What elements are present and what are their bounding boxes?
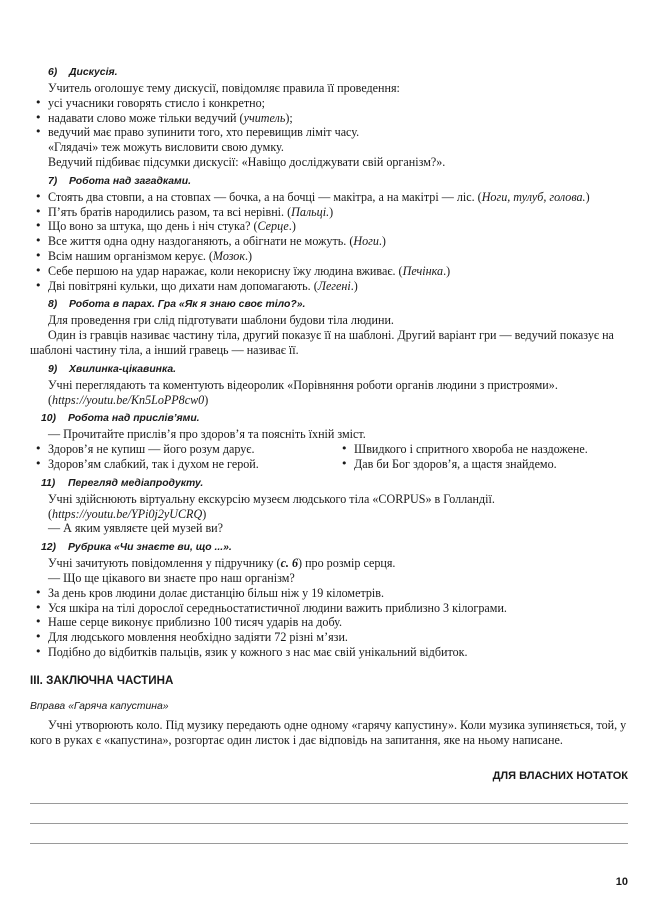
facts-question: — Що ще цікавого ви знаєте про наш організм? (48, 570, 295, 585)
proverbs-right (336, 442, 628, 472)
riddle-item: • Все життя одна одну наздоганяють, а обігнати не можуть. (Ноги.) (30, 234, 628, 249)
section-heading-10: 10) Робота над прислів’ями. (41, 413, 200, 425)
watchers-note: «Глядачі» теж можуть висловити свою думку. (48, 140, 284, 155)
proverbs-task: — Прочитайте прислів’я про здоров’я та поясніть їхній зміст. (48, 427, 366, 442)
proverb-item: • Швидкого і спритного хвороба не наздожене. (336, 442, 628, 457)
riddle-item: • Стоять два стовпи, а на стовпах — бочка, а на бочці — макітра, а на макітрі — ліс. (Ноги, тулуб, голова.) (30, 190, 628, 205)
proverb-item: • Дав би Бог здоров’я, а щастя знайдемо. (336, 457, 628, 472)
facts-list (30, 586, 628, 660)
fact-item: • За день кров людини долає дистанцію більш ніж у 19 кілометрів. (30, 586, 628, 601)
riddle-item: • П’ять братів народились разом, та всі нерівні. (Пальці.) (30, 205, 628, 220)
note-line (30, 823, 628, 824)
fact-item: • Уся шкіра на тілі дорослої середньостатистичної людини важить приблизно 3 кілограми. (30, 601, 628, 616)
proverb-item: • Здоров’я не купиш — його розум дарує. (30, 442, 336, 457)
museum-link-line: (https://youtu.be/YPi0j2yUCRQ) (48, 506, 207, 521)
riddle-item: • Себе першою на удар наражає, коли некорисну їжу людина вживає. (Печінка.) (30, 264, 628, 279)
section-heading-12: 12) Рубрика «Чи знаєте ви, що ...». (41, 542, 232, 554)
note-line (30, 803, 628, 804)
discussion-summary: Ведучий підбиває підсумки дискусії: «Навіщо досліджувати свій організм?». (48, 154, 446, 169)
video-link-line: (https://youtu.be/Kn5LoPP8cw0) (48, 392, 209, 407)
list-item: • надавати слово може тільки ведучий (учитель); (30, 111, 628, 126)
exercise-title: Вправа «Гаряча капустина» (30, 700, 169, 712)
section-heading-7: 7) Робота над загадками. (48, 175, 191, 187)
game-description: Один із гравців називає частину тіла, другий показує її на шаблоні. Другий варіант гри — ведучий показує на шаблоні частину тіла, а інший гравець — називає її. (30, 328, 614, 357)
riddle-item: • Що воно за штука, що день і ніч стука? (Серце.) (30, 219, 628, 234)
fact-item: • Подібно до відбитків пальців, язик у кожного з нас має свій унікальний відбиток. (30, 645, 628, 660)
page-number: 10 (615, 876, 628, 888)
page-content (30, 66, 628, 784)
section-heading-9: 9) Хвилинка-цікавинка. (48, 363, 177, 375)
video-description: Учні переглядають та коментують відеоролик «Порівняння роботи органів людини з пристроями». (48, 377, 558, 392)
fact-item: • Наше серце виконує приблизно 100 тисяч ударів на добу. (30, 615, 628, 630)
riddle-list (30, 190, 628, 294)
note-line (30, 843, 628, 844)
textbook-reading: Учні зачитують повідомлення у підручнику (с. 6) про розмір серця. (48, 556, 396, 571)
proverbs-left (30, 442, 336, 472)
exercise-description: Учні утворюють коло. Під музику передають одне одному «гарячу капустину». Коли музика зупиняється, той, у кого в руках є «капустина», розгортає один листок і дає відповідь на запитання, яке на ньому написане. (30, 718, 627, 748)
discussion-intro: Учитель оголошує тему дискусії, повідомляє правила її проведення: (48, 81, 400, 95)
museum-question: — А яким уявляєте цей музей ви? (48, 521, 224, 536)
list-item: • ведучий має право зупинити того, хто перевищив ліміт часу. (30, 125, 628, 140)
video-link[interactable]: https://youtu.be/Kn5LoPP8cw0 (52, 392, 205, 407)
discussion-rules (30, 96, 628, 140)
museum-description: Учні здійснюють віртуальну екскурсію музеєм людського тіла «CORPUS» в Голландії. (48, 491, 495, 506)
list-item: • усі учасники говорять стисло і конкретно; (30, 96, 628, 111)
part-3-title: ІІІ. ЗАКЛЮЧНА ЧАСТИНА (30, 673, 174, 687)
museum-link[interactable]: https://youtu.be/YPi0j2yUCRQ (52, 506, 203, 521)
game-preparation: Для проведення гри слід підготувати шаблони будови тіла людини. (48, 313, 394, 328)
proverb-item: • Здоров’ям слабкий, так і духом не герой. (30, 457, 336, 472)
section-heading-6: 6) Дискусія. (48, 67, 118, 78)
section-heading-11: 11) Перегляд медіапродукту. (41, 477, 204, 489)
riddle-item: • Всім нашим організмом керує. (Мозок.) (30, 249, 628, 264)
fact-item: • Для людського мовлення необхідно задіяти 72 різні м’язи. (30, 630, 628, 645)
notes-title: ДЛЯ ВЛАСНИХ НОТАТОК (492, 769, 628, 782)
riddle-item: • Дві повітряні кульки, що дихати нам допомагають. (Легені.) (30, 279, 628, 294)
section-heading-8: 8) Робота в парах. Гра «Як я знаю своє тіло?». (48, 299, 306, 311)
proverbs-columns (30, 442, 628, 472)
